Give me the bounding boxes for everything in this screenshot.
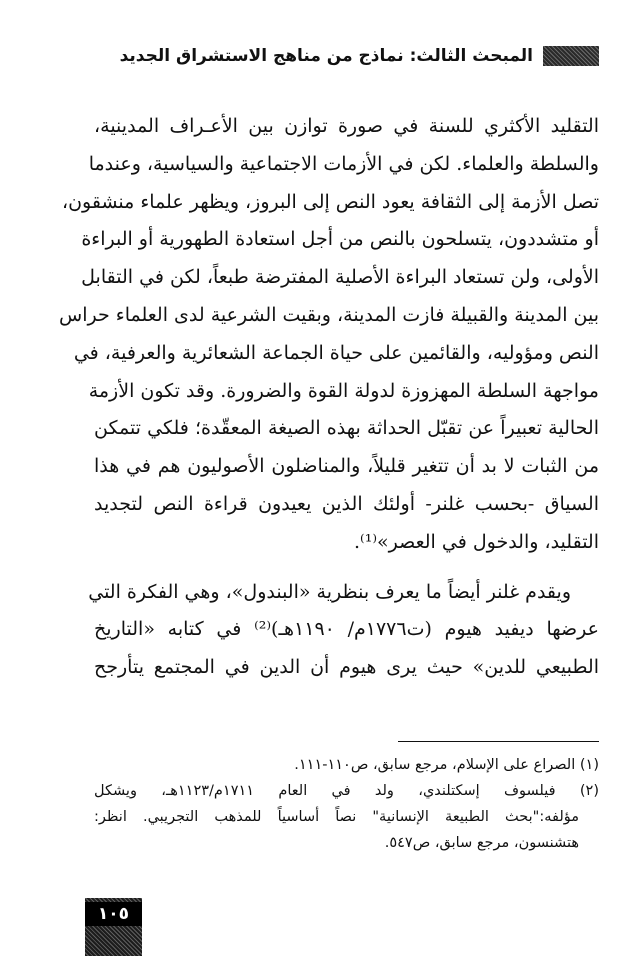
body-line: ويقدم غلنر أيضاً ما يعرف بنظرية «البندول»، وهي الفكرة التي	[88, 580, 571, 603]
paragraph-gap	[94, 562, 599, 574]
body-line: التقليد الأكثري للسنة في صورة توازن بين الأعـراف المدينية،	[94, 115, 599, 137]
running-header	[94, 44, 599, 68]
footnote-separator	[398, 741, 599, 742]
body-line: من الثبات لا بد أن تتغير قليلاً، والمناضلون الأصوليون هم في هذا	[94, 455, 599, 478]
header-title: المبحث الثالث: نماذج من مناهج الاستشراق الجديد	[119, 46, 533, 66]
body-line: الأولى، ولن تستعاد البراءة الأصلية المفترضة طبعاً، لكن في التقابل	[81, 266, 599, 289]
body-line: مواجهة السلطة المهزوزة لدولة القوة والضرورة. وقد تكون الأزمة	[88, 379, 599, 402]
body-line: أو متشددون، يتسلحون بالنص من أجل استعادة الطهورية أو البراءة	[81, 228, 599, 251]
footnote-line: هتشنسون، مرجع سابق، ص٥٤٧.	[384, 835, 579, 851]
page-number-block	[85, 898, 142, 956]
body-line: التقليد، والدخول في العصر»⁽¹⁾.	[354, 530, 599, 553]
body-line: السياق -بحسب غلنر- أولئك الذين يعيدون قراءة النص لتجديد	[94, 492, 599, 515]
footnote-line: (١) الصراع على الإسلام، مرجع سابق، ص١١٠-١١١.	[294, 757, 599, 773]
header-decoration-block	[543, 46, 599, 66]
body-line: النص ومؤوليه، والقائمين على حياة الجماعة الشعائرية والعرفية، في	[73, 341, 599, 364]
body-text	[59, 108, 599, 687]
footnote-line: (٢) فيلسوف إسكتلندي، ولد في العام ١٧١١م/١١٢٣هـ، ويشكل	[94, 783, 599, 799]
body-line: عرضها ديفيد هيوم (ت١٧٧٦م/ ١١٩٠هـ)⁽²⁾ في كتابه «التاريخ	[94, 618, 599, 641]
body-line: تصل الأزمة إلى الثقافة يعود النص إلى البروز، ويظهر علماء منشقون،	[61, 190, 599, 213]
body-line: الحالية تعبيراً عن تقبّل الحداثة بهذه الصيغة المعقّدة؛ فلكي تتمكن	[94, 417, 599, 440]
footnotes	[94, 752, 599, 856]
body-line: الطبيعي للدين» حيث يرى هيوم أن الدين في المجتمع يتأرجح	[94, 656, 599, 679]
body-line: والسلطة والعلماء. لكن في الأزمات الاجتماعية والسياسية، وعندما	[88, 152, 599, 175]
page-number: ١٠٥	[85, 902, 142, 926]
footnote-line: مؤلفه:"بحث الطبيعة الإنسانية" نصاً أساسياً للمذهب التجريبي. انظر:	[94, 809, 579, 825]
body-line: بين المدينة والقبيلة فازت المدينة، وبقيت الشرعية لدى العلماء حراس	[59, 303, 599, 326]
